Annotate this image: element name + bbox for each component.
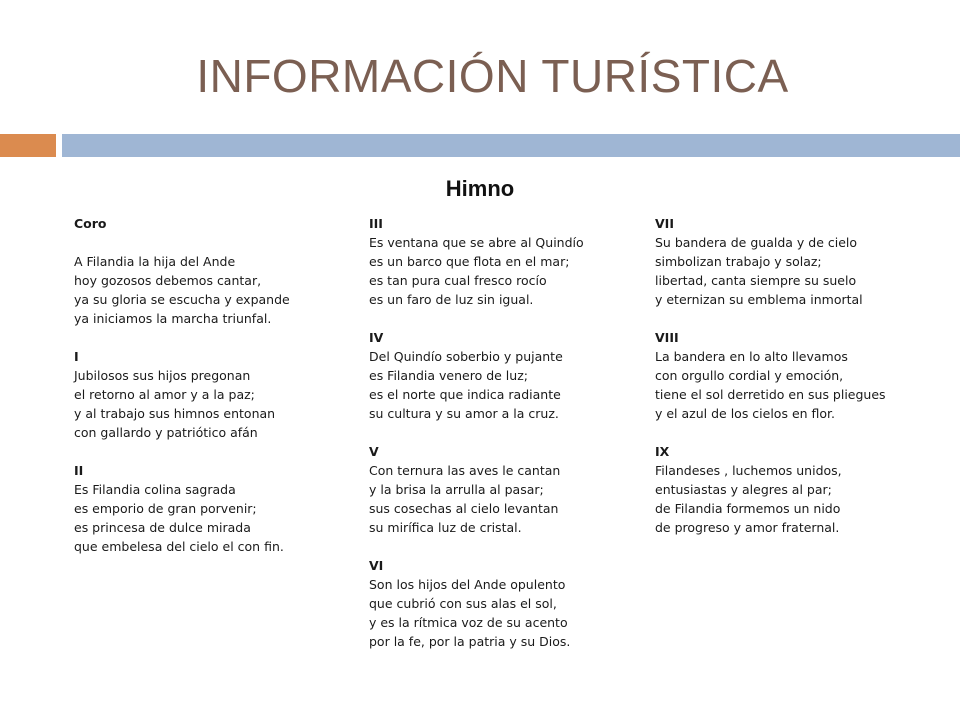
stanza-heading: IX: [655, 444, 670, 459]
verse-line: de Filandia formemos un nido: [655, 501, 841, 516]
stanza-heading: VIII: [655, 330, 679, 345]
verse-line: que embelesa del cielo el con fin.: [74, 539, 284, 554]
stanza-heading: VII: [655, 216, 674, 231]
anthem-column-3: [655, 214, 886, 556]
stanza: [74, 347, 290, 442]
stanza-heading: VI: [369, 558, 384, 573]
verse-line: es un barco que flota en el mar;: [369, 254, 570, 269]
verse-line: es princesa de dulce mirada: [74, 520, 251, 535]
verse-line: es Filandia venero de luz;: [369, 368, 528, 383]
stanza-heading: III: [369, 216, 383, 231]
verse-line: es tan pura cual fresco rocío: [369, 273, 547, 288]
header-bar: [62, 134, 960, 157]
verse-line: y la brisa la arrulla al pasar;: [369, 482, 544, 497]
verse-line: de progreso y amor fraternal.: [655, 520, 840, 535]
verse-line: entusiastas y alegres al par;: [655, 482, 832, 497]
verse-line: y el azul de los cielos en flor.: [655, 406, 836, 421]
stanza: [655, 214, 886, 309]
verse-line: Su bandera de gualda y de cielo: [655, 235, 858, 250]
verse-line: A Filandia la hija del Ande: [74, 254, 236, 269]
verse-line: y es la rítmica voz de su acento: [369, 615, 568, 630]
verse-line: que cubrió con sus alas el sol,: [369, 596, 557, 611]
verse-line: Es ventana que se abre al Quindío: [369, 235, 584, 250]
verse-line: es emporio de gran porvenir;: [74, 501, 257, 516]
verse-line: tiene el sol derretido en sus pliegues: [655, 387, 886, 402]
stanza: [369, 328, 584, 423]
verse-line: libertad, canta siempre su suelo: [655, 273, 857, 288]
verse-line: Jubilosos sus hijos pregonan: [74, 368, 251, 383]
stanza: [655, 442, 886, 537]
verse-line: su cultura y su amor a la cruz.: [369, 406, 559, 421]
verse-line: es un faro de luz sin igual.: [369, 292, 534, 307]
stanza: [74, 252, 290, 328]
verse-line: ya su gloria se escucha y expande: [74, 292, 290, 307]
verse-line: Con ternura las aves le cantan: [369, 463, 561, 478]
verse-line: Son los hijos del Ande opulento: [369, 577, 566, 592]
verse-line: con orgullo cordial y emoción,: [655, 368, 844, 383]
stanza: [369, 214, 584, 309]
stanza-heading: I: [74, 349, 79, 364]
verse-line: su mirífica luz de cristal.: [369, 520, 522, 535]
stanza: [74, 214, 290, 233]
stanza-heading: Coro: [74, 216, 107, 231]
verse-line: con gallardo y patriótico afán: [74, 425, 258, 440]
stanza-heading: II: [74, 463, 84, 478]
verse-line: el retorno al amor y a la paz;: [74, 387, 255, 402]
section-title: Himno: [445, 176, 515, 201]
verse-line: Filandeses , luchemos unidos,: [655, 463, 842, 478]
anthem-column-2: [369, 214, 584, 670]
slide-title: INFORMACIÓN TURÍSTICA: [196, 50, 789, 102]
stanza-heading: V: [369, 444, 379, 459]
verse-line: La bandera en lo alto llevamos: [655, 349, 848, 364]
stanza: [74, 461, 290, 556]
anthem-column-1: [74, 214, 290, 575]
verse-line: simbolizan trabajo y solaz;: [655, 254, 822, 269]
stanza: [369, 442, 584, 537]
verse-line: Es Filandia colina sagrada: [74, 482, 236, 497]
verse-line: y al trabajo sus himnos entonan: [74, 406, 276, 421]
verse-line: Del Quindío soberbio y pujante: [369, 349, 563, 364]
verse-line: es el norte que indica radiante: [369, 387, 561, 402]
stanza: [655, 328, 886, 423]
verse-line: hoy gozosos debemos cantar,: [74, 273, 262, 288]
stanza: [369, 556, 584, 651]
verse-line: y eternizan su emblema inmortal: [655, 292, 863, 307]
verse-line: ya iniciamos la marcha triunfal.: [74, 311, 272, 326]
verse-line: sus cosechas al cielo levantan: [369, 501, 559, 516]
accent-bar: [0, 134, 56, 157]
stanza-heading: IV: [369, 330, 384, 345]
verse-line: por la fe, por la patria y su Dios.: [369, 634, 571, 649]
